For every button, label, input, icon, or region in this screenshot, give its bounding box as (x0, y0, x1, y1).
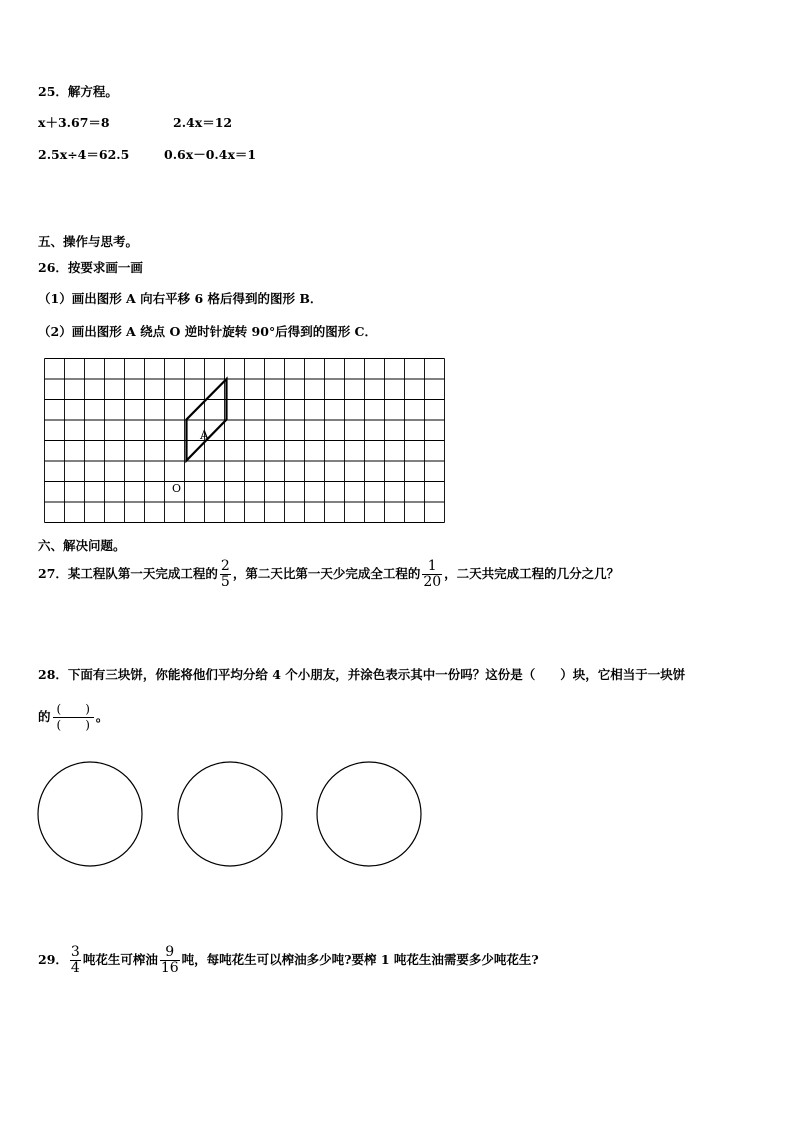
q29-fraction-1-numerator: 3 (70, 944, 80, 960)
q27-fraction-1-numerator: 2 (220, 558, 230, 574)
q28-line-2-prefix: 的 (38, 709, 51, 724)
q27-fraction-2-numerator: 1 (422, 559, 442, 575)
q28-blank-denominator[interactable]: ( ) (56, 718, 90, 732)
q27-text (38, 555, 619, 593)
q27-fraction-2 (422, 559, 442, 590)
q29-text (38, 941, 539, 979)
pie-circle-1[interactable] (38, 762, 142, 866)
q26-title: 26．按要求画一画 (38, 260, 143, 275)
q29-fraction-2 (160, 945, 180, 976)
grid-lines (45, 359, 445, 523)
point-o-label: O (172, 482, 182, 495)
pie-circle-3[interactable] (317, 762, 421, 866)
q28-blank-numerator[interactable]: ( ) (53, 702, 94, 718)
section-5-title: 五、操作与思考。 (38, 234, 139, 249)
q28-pies (36, 760, 426, 870)
q27-fraction-2-denominator: 20 (423, 574, 442, 590)
shape-a-label: A (200, 428, 209, 442)
q28-blank-fraction[interactable] (53, 702, 94, 733)
q29-fraction-2-numerator: 9 (160, 945, 180, 961)
q26-part-1: （1）画出图形 A 向右平移 6 格后得到的图形 B． (38, 291, 323, 306)
pie-circle-2[interactable] (178, 762, 282, 866)
q27-fraction-1-denominator: 5 (220, 574, 230, 590)
q26-grid (44, 358, 445, 523)
q26-part-2: （2）画出图形 A 绕点 O 逆时针旋转 90°后得到的图形 C． (38, 324, 377, 339)
q27-prefix: 27．某工程队第一天完成工程的 (38, 566, 218, 581)
q29-suffix: 吨，每吨花生可以榨油多少吨?要榨 1 吨花生油需要多少吨花生? (181, 952, 539, 967)
q29-fraction-1 (70, 945, 81, 976)
q27-fraction-1 (220, 559, 231, 590)
section-6-title: 六、解决问题。 (38, 538, 126, 553)
q25-equation-3: 2.5x÷4＝62.5 (38, 147, 130, 162)
q29-prefix: 29． (38, 952, 68, 967)
q25-equation-4: 0.6x－0.4x＝1 (164, 147, 257, 162)
q29-mid: 吨花生可榨油 (82, 952, 158, 967)
q25-title: 25．解方程。 (38, 84, 118, 99)
q25-equation-1: x＋3.67＝8 (38, 115, 110, 130)
q29-fraction-2-denominator: 16 (160, 960, 179, 976)
q29-fraction-1-denominator: 4 (70, 960, 80, 976)
q27-suffix: ，二天共完成工程的几分之几？ (444, 566, 620, 581)
q25-equation-2: 2.4x＝12 (173, 115, 233, 130)
q27-middle: ，第二天比第一天少完成全工程的 (232, 566, 421, 581)
q28-line-2-suffix: 。 (95, 709, 109, 724)
q28-text: 28．下面有三块饼，你能将他们平均分给 4 个小朋友，并涂色表示其中一份吗？这份是（ ）块，它相当于一块饼 (38, 667, 686, 682)
q28-line-2 (38, 698, 108, 736)
